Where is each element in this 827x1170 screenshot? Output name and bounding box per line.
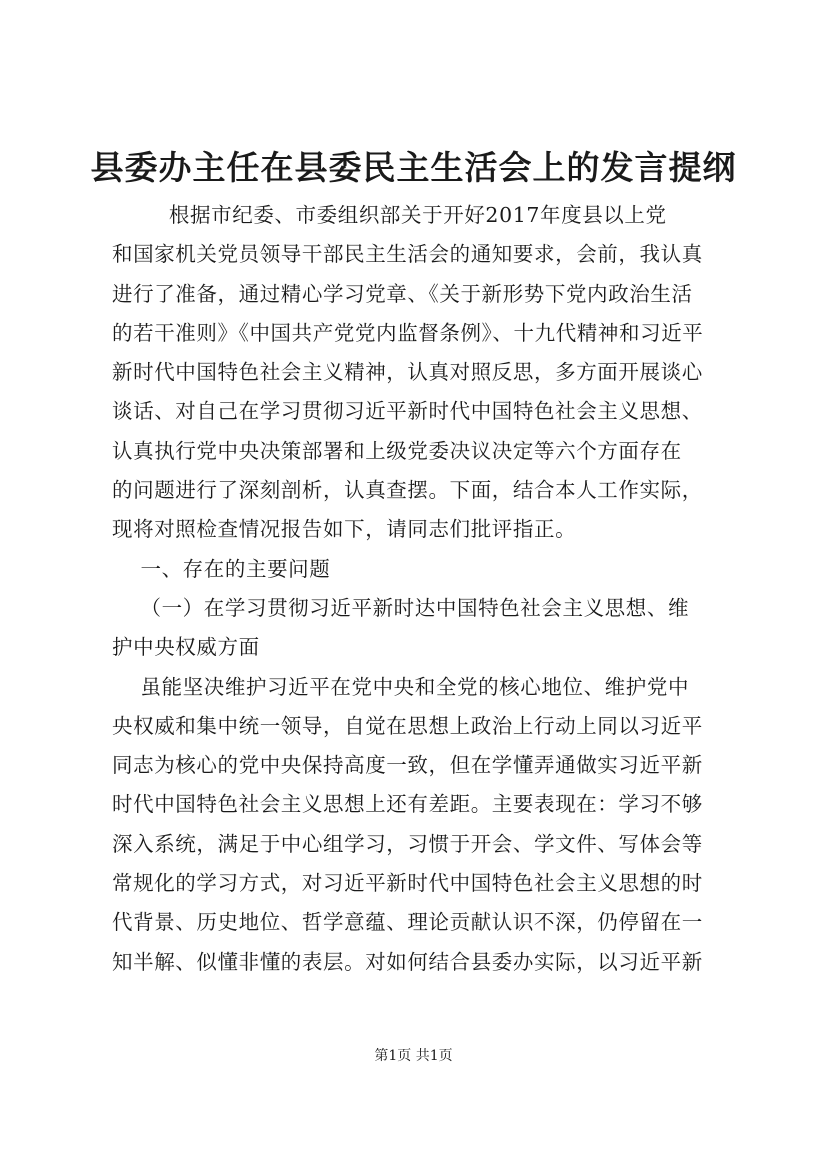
body-line: 央权威和集中统一领导，自觉在思想上政治上行动上同以习近平: [112, 713, 703, 738]
body-line: 知半解、似懂非懂的表层。对如何结合县委办实际，以习近平新: [112, 949, 703, 974]
document-title: 县委办主任在县委民主生活会上的发言提纲: [90, 148, 737, 187]
body-line: 现将对照检查情况报告如下，请同志们批评指正。: [112, 517, 577, 542]
body-line: 深入系统，满足于中心组学习，习惯于开会、学文件、写体会等: [112, 831, 703, 856]
subsection-heading-cont: 护中央权威方面: [112, 635, 260, 660]
document-body: [112, 196, 734, 982]
page-footer: 第1页 共1页: [374, 1048, 453, 1064]
body-line: 的若干准则》《中国共产党党内监督条例》、十九代精神和习近平: [112, 320, 704, 345]
body-line: 代背景、历史地位、哲学意蕴、理论贡献认识不深，仍停留在一: [112, 910, 703, 935]
body-line: 常规化的学习方式，对习近平新时代中国特色社会主义思想的时: [112, 871, 703, 896]
body-line: 的问题进行了深刻剖析，认真查摆。下面，结合本人工作实际，: [112, 478, 703, 503]
body-line: 虽能坚决维护习近平在党中央和全党的核心地位、维护党中: [112, 674, 690, 699]
body-line: 认真执行党中央决策部署和上级党委决议决定等六个方面存在: [112, 438, 682, 463]
section-heading: 一、存在的主要问题: [112, 556, 331, 581]
body-line: 谈话、对自己在学习贯彻习近平新时代中国特色社会主义思想、: [112, 399, 703, 424]
body-line: 根据市纪委、市委组织部关于开好2017年度县以上党: [112, 203, 667, 227]
body-line: 新时代中国特色社会主义精神，认真对照反思，多方面开展谈心: [112, 360, 703, 385]
body-line: 同志为核心的党中央保持高度一致，但在学懂弄通做实习近平新: [112, 753, 703, 778]
body-line: 进行了准备，通过精心学习党章、《关于新形势下党内政治生活: [112, 281, 693, 306]
subsection-heading: （一）在学习贯彻习近平新时达中国特色社会主义思想、维: [112, 595, 690, 620]
body-line: 和国家机关党员领导干部民主生活会的通知要求，会前，我认真: [112, 242, 703, 267]
body-line: 时代中国特色社会主义思想上还有差距。主要表现在：学习不够: [112, 792, 703, 817]
